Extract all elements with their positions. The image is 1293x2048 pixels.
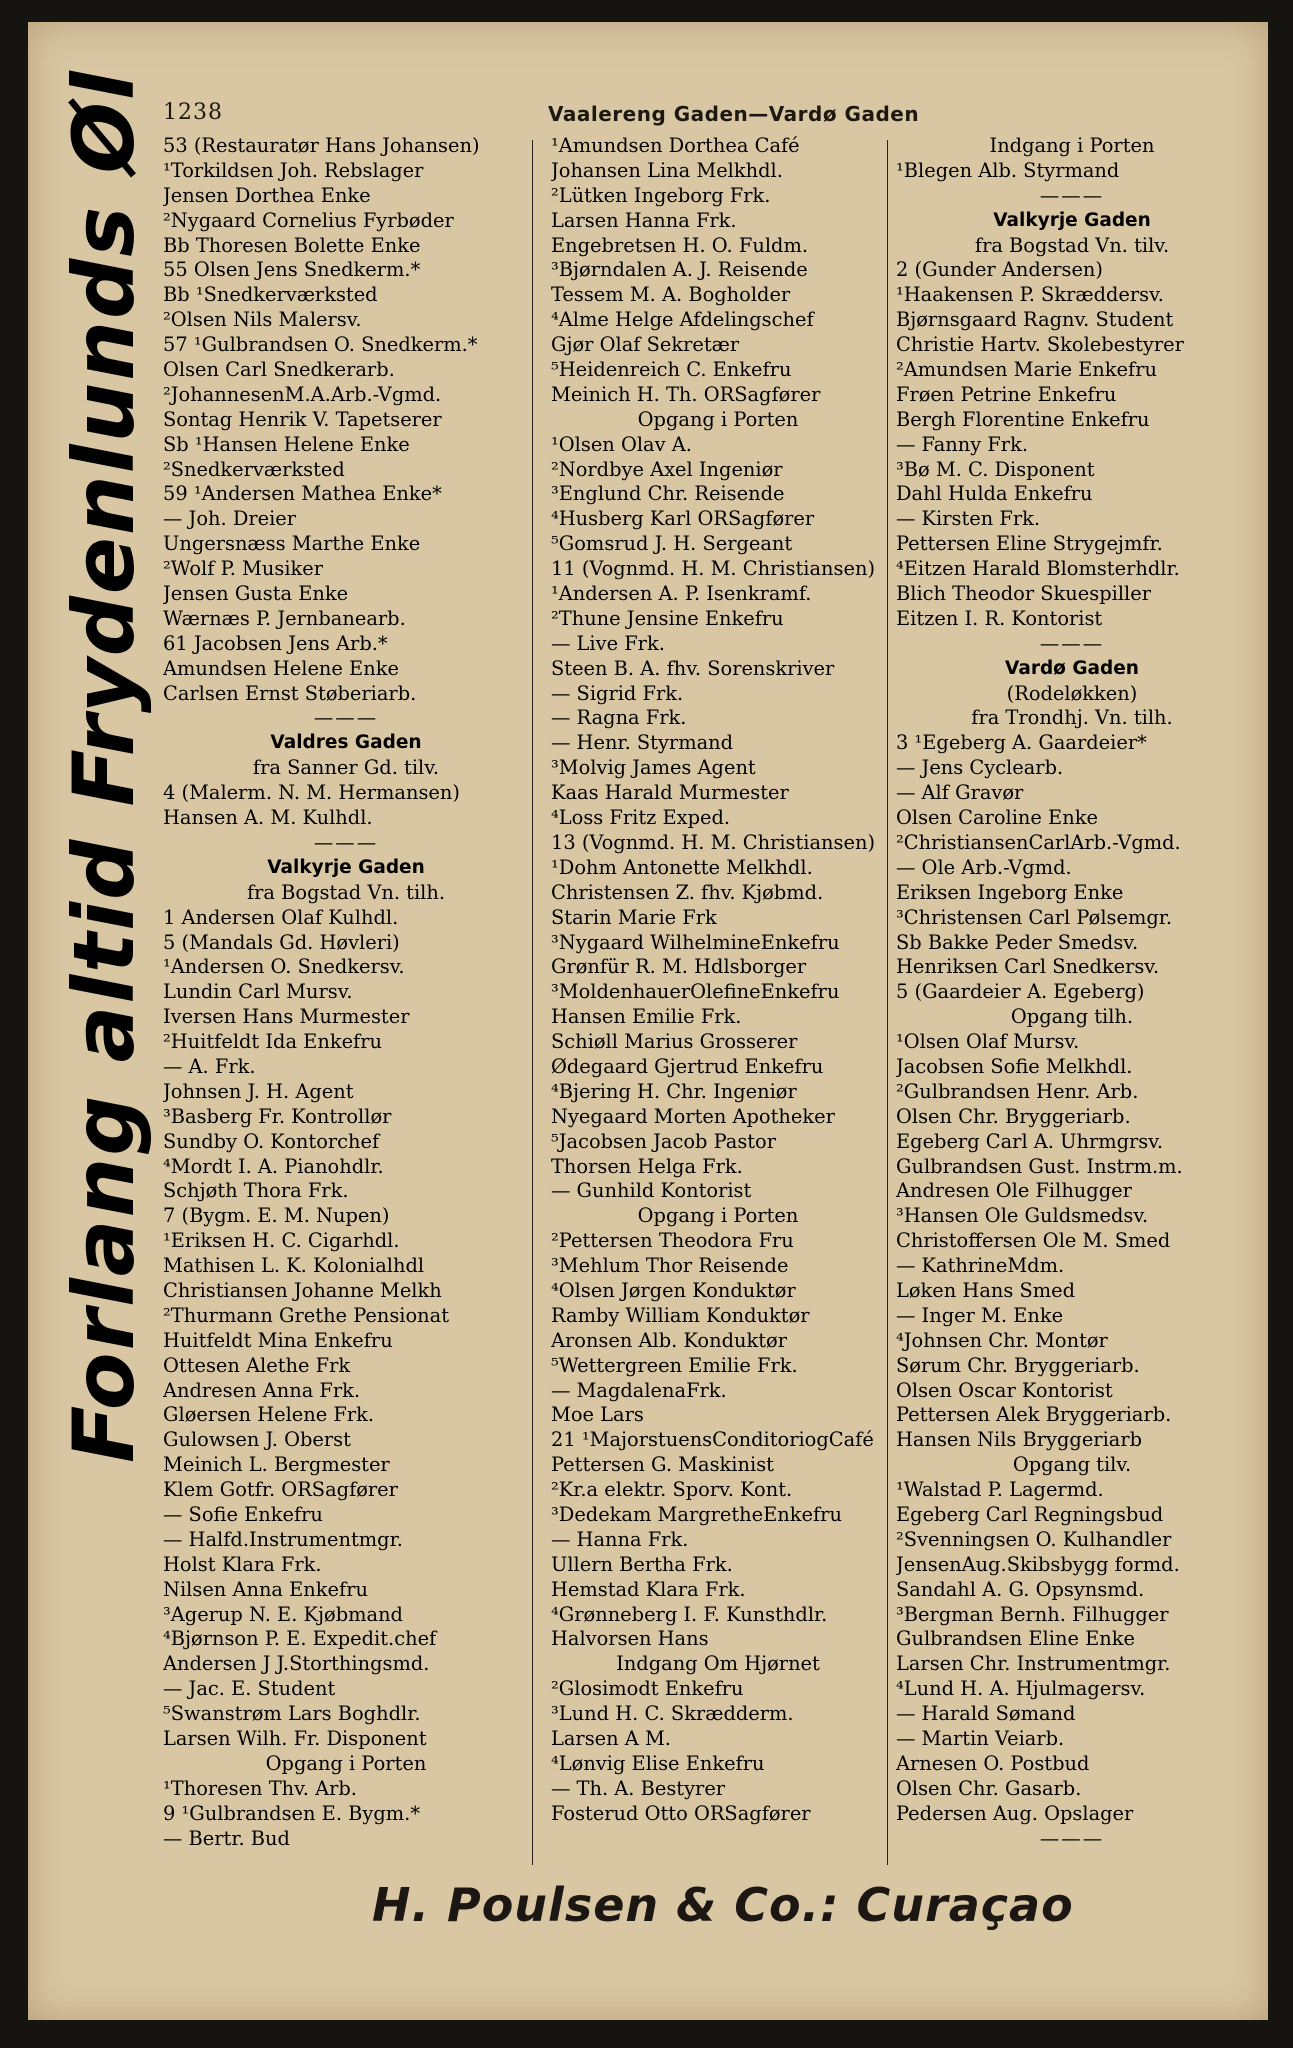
directory-column-3 (896, 134, 1248, 1851)
directory-entry: Pettersen Eline Strygejmfr. (896, 532, 1163, 556)
section-note: fra Trondhj. Vn. tilh. (971, 706, 1173, 730)
directory-entry: Gulbrandsen Gust. Instrm.m. (896, 1154, 1183, 1178)
directory-entry: Ramby William Konduktør (551, 1303, 810, 1327)
directory-entry: Egeberg Carl Regningsbud (896, 1502, 1164, 1526)
directory-entry: ³Christensen Carl Pølsemgr. (896, 905, 1173, 929)
directory-entry: 9 ¹Gulbrandsen E. Bygm.* (163, 1801, 421, 1825)
directory-entry: 5 (Gaardeier A. Egeberg) (896, 980, 1145, 1004)
directory-entry: ⁴Loss Fritz Exped. (551, 806, 731, 830)
directory-entry: 59 ¹Andersen Mathea Enke* (163, 482, 442, 506)
directory-entry: Bb Thoresen Bolette Enke (163, 233, 421, 257)
directory-entry: Meinich H. Th. ORSagfører (551, 382, 821, 406)
street-heading: Valkyrje Gaden (267, 856, 425, 878)
directory-entry: Jensen Gusta Enke (163, 582, 349, 606)
directory-column-2 (551, 134, 885, 1827)
directory-entry: ²ChristiansenCarlArb.-Vgmd. (896, 830, 1181, 854)
street-heading: Vardø Gaden (1005, 657, 1139, 679)
directory-entry: Dahl Hulda Enkefru (896, 482, 1093, 506)
directory-entry: Lundin Carl Mursv. (163, 980, 353, 1004)
section-note: Opgang i Porten (637, 407, 799, 431)
side-advertisement: Forlang altid Frydenlunds Øl (55, 69, 153, 1463)
directory-entry: Ungersnæss Marthe Enke (163, 532, 421, 556)
directory-entry: Bergh Florentine Enkefru (896, 407, 1150, 431)
directory-entry: ²Snedkerværksted (163, 457, 345, 481)
directory-entry: Gulowsen J. Oberst (163, 1428, 351, 1452)
directory-entry: ¹Eriksen H. C. Cigarhdl. (163, 1229, 400, 1253)
directory-entry: Schjøth Thora Frk. (163, 1179, 349, 1203)
directory-entry: 61 Jacobsen Jens Arb.* (163, 631, 388, 655)
directory-entry: 1 Andersen Olaf Kulhdl. (163, 905, 399, 929)
directory-entry: ³Agerup N. E. Kjøbmand (163, 1602, 403, 1626)
directory-entry: Starin Marie Frk (551, 905, 717, 929)
directory-entry: Iversen Hans Murmester (163, 1005, 410, 1029)
directory-entry: — Halfd.Instrumentmgr. (163, 1527, 403, 1551)
directory-entry: Christie Hartv. Skolebestyrer (896, 333, 1184, 357)
page-number: 1238 (163, 100, 223, 125)
directory-entry: ²Huitfeldt Ida Enkefru (163, 1030, 382, 1054)
directory-entry: ¹Haakensen P. Skræddersv. (896, 283, 1164, 307)
directory-entry: — Kirsten Frk. (896, 507, 1041, 531)
directory-entry: 7 (Bygm. E. M. Nupen) (163, 1204, 390, 1228)
directory-entry: ⁴Olsen Jørgen Konduktør (551, 1278, 796, 1302)
directory-entry: ²Kr.a elektr. Sporv. Kont. (551, 1478, 793, 1502)
directory-entry: Eitzen I. R. Kontorist (896, 606, 1103, 630)
directory-entry: 5 (Mandals Gd. Høvleri) (163, 930, 400, 954)
section-note: Opgang tilv. (1012, 1453, 1132, 1477)
running-head: Vaalereng Gaden—Vardø Gaden (548, 102, 920, 126)
section-note: Indgang Om Hjørnet (616, 1652, 820, 1676)
section-divider: ——— (313, 706, 379, 730)
section-note: Indgang i Porten (989, 134, 1155, 157)
directory-entry: ⁵Jacobsen Jacob Pastor (551, 1129, 776, 1153)
directory-entry: 3 ¹Egeberg A. Gaardeier* (896, 731, 1147, 755)
directory-entry: Sontag Henrik V. Tapetserer (163, 407, 442, 431)
directory-entry: ³Hansen Ole Guldsmedsv. (896, 1204, 1149, 1228)
directory-entry: Engebretsen H. O. Fuldm. (551, 233, 808, 257)
directory-entry: — Martin Veiarb. (896, 1727, 1065, 1750)
directory-entry: ³Molvig James Agent (551, 756, 756, 780)
directory-entry: — Jens Cyclearb. (896, 756, 1064, 780)
directory-entry: ¹Blegen Alb. Styrmand (896, 158, 1120, 182)
directory-entry: — Henr. Styrmand (551, 731, 734, 755)
directory-entry: ³Bergman Bernh. Filhugger (896, 1602, 1169, 1626)
directory-entry: Meinich L. Bergmester (163, 1453, 390, 1477)
section-divider: ——— (1039, 631, 1105, 655)
directory-entry: Blich Theodor Skuespiller (896, 582, 1151, 606)
directory-entry: ¹Olsen Olaf Mursv. (896, 1030, 1080, 1054)
directory-entry: — Harald Sømand (896, 1702, 1076, 1726)
directory-entry: Gulbrandsen Eline Enke (896, 1627, 1135, 1651)
directory-entry: Holst Klara Frk. (163, 1552, 322, 1576)
directory-entry: ²Nordbye Axel Ingeniør (551, 457, 783, 481)
street-heading: Valkyrje Gaden (993, 209, 1151, 231)
directory-entry: Andresen Ole Filhugger (896, 1179, 1132, 1203)
directory-entry: 11 (Vognmd. H. M. Christiansen) (551, 557, 876, 581)
directory-entry: ²Amundsen Marie Enkefru (896, 358, 1157, 382)
directory-entry: Bb ¹Snedkerværksted (163, 283, 378, 307)
directory-entry: Steen B. A. fhv. Sorenskriver (551, 656, 835, 680)
directory-entry: ⁴Lund H. A. Hjulmagersv. (896, 1677, 1146, 1701)
directory-entry: Christensen Z. fhv. Kjøbmd. (551, 880, 824, 904)
directory-entry: ²Pettersen Theodora Fru (551, 1229, 794, 1253)
directory-entry: — Fanny Frk. (896, 432, 1028, 456)
directory-entry: 21 ¹MajorstuensConditoriogCafé (551, 1428, 874, 1452)
directory-entry: Pedersen Aug. Opslager (896, 1801, 1134, 1825)
directory-entry: ¹Walstad P. Lagermd. (896, 1478, 1104, 1502)
directory-entry: Nyegaard Morten Apotheker (551, 1104, 835, 1128)
directory-entry: ⁴Bjørnson P. E. Expedit.chef (163, 1627, 437, 1651)
directory-entry: Larsen Hanna Frk. (551, 208, 737, 232)
directory-entry: Hansen Emilie Frk. (551, 1005, 742, 1029)
directory-entry: ¹Dohm Antonette Melkhdl. (551, 855, 813, 879)
directory-entry: Bjørnsgaard Ragnv. Student (896, 308, 1174, 332)
directory-entry: ²Svenningsen O. Kulhandler (896, 1527, 1172, 1551)
directory-entry: ⁵Wettergreen Emilie Frk. (551, 1353, 798, 1377)
directory-entry: ³Bø M. C. Disponent (896, 457, 1095, 481)
directory-entry: Johnsen J. H. Agent (163, 1079, 354, 1103)
directory-entry: ⁴Eitzen Harald Blomsterhdlr. (896, 557, 1180, 581)
directory-entry: ⁵Swanstrøm Lars Boghdlr. (163, 1702, 421, 1726)
directory-entry: ³MoldenhauerOlefineEnkefru (551, 980, 840, 1004)
directory-entry: ²Wolf P. Musiker (163, 557, 324, 581)
directory-entry: Arnesen O. Postbud (896, 1751, 1090, 1775)
column-rule-left (532, 140, 533, 1865)
directory-entry: Ullern Bertha Frk. (551, 1552, 733, 1576)
directory-entry: Aronsen Alb. Konduktør (551, 1328, 787, 1352)
column-rule-right (887, 140, 888, 1865)
directory-entry: Henriksen Carl Snedkersv. (896, 955, 1160, 979)
section-note: fra Bogstad Vn. tilv. (974, 233, 1170, 257)
section-divider: ——— (1039, 1826, 1105, 1850)
directory-entry: Gløersen Helene Frk. (163, 1403, 375, 1427)
directory-entry: JensenAug.Skibsbygg formd. (896, 1552, 1180, 1576)
directory-entry: Sørum Chr. Bryggeriarb. (896, 1353, 1140, 1377)
section-divider: ——— (313, 830, 379, 854)
directory-entry: Amundsen Helene Enke (163, 656, 399, 680)
directory-entry: Ødegaard Gjertrud Enkefru (551, 1054, 824, 1078)
directory-entry: ⁴Johnsen Chr. Montør (896, 1328, 1108, 1352)
directory-entry: Carlsen Ernst Støberiarb. (163, 681, 417, 705)
directory-entry: ⁵Heidenreich C. Enkefru (551, 358, 792, 382)
directory-entry: ⁴Bjering H. Chr. Ingeniør (551, 1079, 797, 1103)
street-heading: Valdres Gaden (270, 732, 422, 754)
section-divider: ——— (1039, 183, 1105, 207)
directory-entry: Ottesen Alethe Frk (163, 1353, 351, 1377)
directory-entry: ⁴Mordt I. A. Pianohdlr. (163, 1154, 384, 1178)
directory-entry: Løken Hans Smed (896, 1278, 1076, 1302)
directory-entry: ²Gulbrandsen Henr. Arb. (896, 1079, 1139, 1103)
directory-entry: — Live Frk. (551, 631, 665, 655)
directory-entry: ³Basberg Fr. Kontrollør (163, 1104, 392, 1128)
directory-entry: Christiansen Johanne Melkh (163, 1278, 442, 1302)
directory-entry: Sb ¹Hansen Helene Enke (163, 432, 410, 456)
directory-entry: Hemstad Klara Frk. (551, 1577, 746, 1601)
directory-entry: ⁴Grønneberg I. F. Kunsthdlr. (551, 1602, 828, 1626)
directory-entry: ²Lütken Ingeborg Frk. (551, 183, 771, 207)
directory-entry: ³Dedekam MargretheEnkefru (551, 1502, 842, 1526)
directory-entry: — Gunhild Kontorist (551, 1179, 752, 1203)
directory-entry: Andersen J J.Storthingsmd. (163, 1652, 430, 1676)
directory-entry: Larsen Chr. Instrumentmgr. (896, 1652, 1171, 1676)
directory-entry: Nilsen Anna Enkefru (163, 1577, 368, 1601)
directory-entry: ²Olsen Nils Malersv. (163, 308, 362, 332)
section-note: Opgang i Porten (265, 1751, 427, 1775)
directory-entry: Frøen Petrine Enkefru (896, 382, 1117, 406)
directory-entry: ¹Olsen Olav A. (551, 432, 692, 456)
directory-entry: 55 Olsen Jens Snedkerm.* (163, 258, 421, 282)
directory-entry: Jensen Dorthea Enke (163, 183, 371, 207)
directory-entry: Egeberg Carl A. Uhrmgrsv. (896, 1129, 1164, 1153)
directory-entry: Halvorsen Hans (551, 1627, 709, 1651)
directory-entry: — Sigrid Frk. (551, 681, 684, 705)
section-note: fra Bogstad Vn. tilh. (246, 880, 446, 904)
directory-entry: Fosterud Otto ORSagfører (551, 1801, 811, 1825)
directory-entry: Tessem M. A. Bogholder (551, 283, 791, 307)
directory-entry: Sb Bakke Peder Smedsv. (896, 930, 1139, 954)
directory-entry: Christoffersen Ole M. Smed (896, 1229, 1171, 1253)
directory-entry: — Ragna Frk. (551, 706, 687, 730)
directory-entry: — Hanna Frk. (551, 1527, 689, 1551)
directory-entry: Eriksen Ingeborg Enke (896, 880, 1124, 904)
directory-entry: Larsen A M. (551, 1727, 671, 1750)
directory-entry: — Ole Arb.-Vgmd. (896, 855, 1072, 879)
footer-advertisement: H. Poulsen & Co.: Curaçao (372, 1878, 1074, 1932)
directory-entry: — Joh. Dreier (163, 507, 297, 531)
directory-entry: Gjør Olaf Sekretær (551, 333, 740, 357)
section-note: Opgang i Porten (637, 1204, 799, 1228)
directory-entry: Hansen A. M. Kulhdl. (163, 806, 373, 830)
directory-column-1 (163, 134, 529, 1851)
directory-entry: 57 ¹Gulbrandsen O. Snedkerm.* (163, 333, 478, 357)
directory-entry: ⁵Gomsrud J. H. Sergeant (551, 532, 793, 556)
directory-entry: ²Glosimodt Enkefru (551, 1677, 744, 1701)
directory-entry: ³Bjørndalen A. J. Reisende (551, 258, 808, 282)
directory-entry: Olsen Oscar Kontorist (896, 1378, 1113, 1402)
directory-entry: Pettersen Alek Bryggeriarb. (896, 1403, 1172, 1427)
directory-entry: ³Englund Chr. Reisende (551, 482, 785, 506)
directory-entry: Schiøll Marius Grosserer (551, 1030, 798, 1054)
directory-entry: Grønfür R. M. Hdlsborger (551, 955, 807, 979)
directory-entry: ¹Andersen A. P. Isenkramf. (551, 582, 812, 606)
directory-entry: — Sofie Enkefru (163, 1502, 323, 1526)
directory-entry: ⁴Lønvig Elise Enkefru (551, 1751, 765, 1775)
directory-entry: ⁴Husberg Karl ORSagfører (551, 507, 815, 531)
directory-entry: Larsen Wilh. Fr. Disponent (163, 1727, 427, 1750)
directory-entry: Johansen Lina Melkhdl. (551, 158, 783, 182)
directory-entry: ⁴Alme Helge Afdelingschef (551, 308, 814, 332)
directory-entry: Mathisen L. K. Kolonialhdl (163, 1254, 425, 1278)
directory-entry: 13 (Vognmd. H. M. Christiansen) (551, 830, 876, 854)
directory-entry: — A. Frk. (163, 1054, 256, 1078)
directory-entry: — Th. A. Bestyrer (551, 1776, 726, 1800)
directory-entry: Wærnæs P. Jernbanearb. (163, 606, 406, 630)
directory-entry: Moe Lars (551, 1403, 644, 1427)
directory-entry: 53 (Restauratør Hans Johansen) (163, 134, 480, 157)
directory-entry: Klem Gotfr. ORSagfører (163, 1478, 398, 1502)
directory-entry: 4 (Malerm. N. M. Hermansen) (163, 781, 460, 805)
section-note: (Rodeløkken) (1006, 681, 1138, 705)
directory-entry: — Bertr. Bud (163, 1826, 290, 1850)
directory-entry: Andresen Anna Frk. (163, 1378, 361, 1402)
directory-entry: Olsen Caroline Enke (896, 806, 1098, 830)
directory-entry: Jacobsen Sofie Melkhdl. (896, 1054, 1133, 1078)
directory-entry: ²Nygaard Cornelius Fyrbøder (163, 208, 454, 232)
directory-entry: — Jac. E. Student (163, 1677, 336, 1701)
section-note: Opgang tilh. (1010, 1005, 1134, 1029)
directory-entry: ¹Thoresen Thv. Arb. (163, 1776, 357, 1800)
directory-entry: Thorsen Helga Frk. (551, 1154, 743, 1178)
directory-entry: ³Mehlum Thor Reisende (551, 1254, 789, 1278)
directory-entry: Olsen Chr. Gasarb. (896, 1776, 1082, 1800)
directory-entry: — KathrineMdm. (896, 1254, 1065, 1278)
directory-entry: ¹Torkildsen Joh. Rebslager (163, 158, 424, 182)
directory-entry: Olsen Carl Snedkerarb. (163, 358, 395, 382)
directory-entry: ²Thune Jensine Enkefru (551, 606, 784, 630)
directory-entry: ²Thurmann Grethe Pensionat (163, 1303, 450, 1327)
directory-entry: Pettersen G. Maskinist (551, 1453, 774, 1477)
directory-entry: Kaas Harald Murmester (551, 781, 789, 805)
directory-entry: ³Lund H. C. Skrædderm. (551, 1702, 794, 1726)
directory-entry: Huitfeldt Mina Enkefru (163, 1328, 393, 1352)
directory-entry: 2 (Gunder Andersen) (896, 258, 1103, 282)
directory-entry: — Alf Gravør (896, 781, 1024, 805)
directory-entry: Sandahl A. G. Opsynsmd. (896, 1577, 1145, 1601)
directory-entry: Hansen Nils Bryggeriarb (896, 1428, 1143, 1452)
directory-entry: Olsen Chr. Bryggeriarb. (896, 1104, 1131, 1128)
directory-entry: ¹Amundsen Dorthea Café (551, 134, 800, 157)
section-note: fra Sanner Gd. tilv. (252, 756, 440, 780)
directory-entry: ²JohannesenM.A.Arb.-Vgmd. (163, 382, 442, 406)
directory-entry: — Inger M. Enke (896, 1303, 1064, 1327)
directory-entry: Sundby O. Kontorchef (163, 1129, 380, 1153)
directory-entry: ³Nygaard WilhelmineEnkefru (551, 930, 840, 954)
directory-entry: — MagdalenaFrk. (551, 1378, 727, 1402)
directory-entry: ¹Andersen O. Snedkersv. (163, 955, 405, 979)
